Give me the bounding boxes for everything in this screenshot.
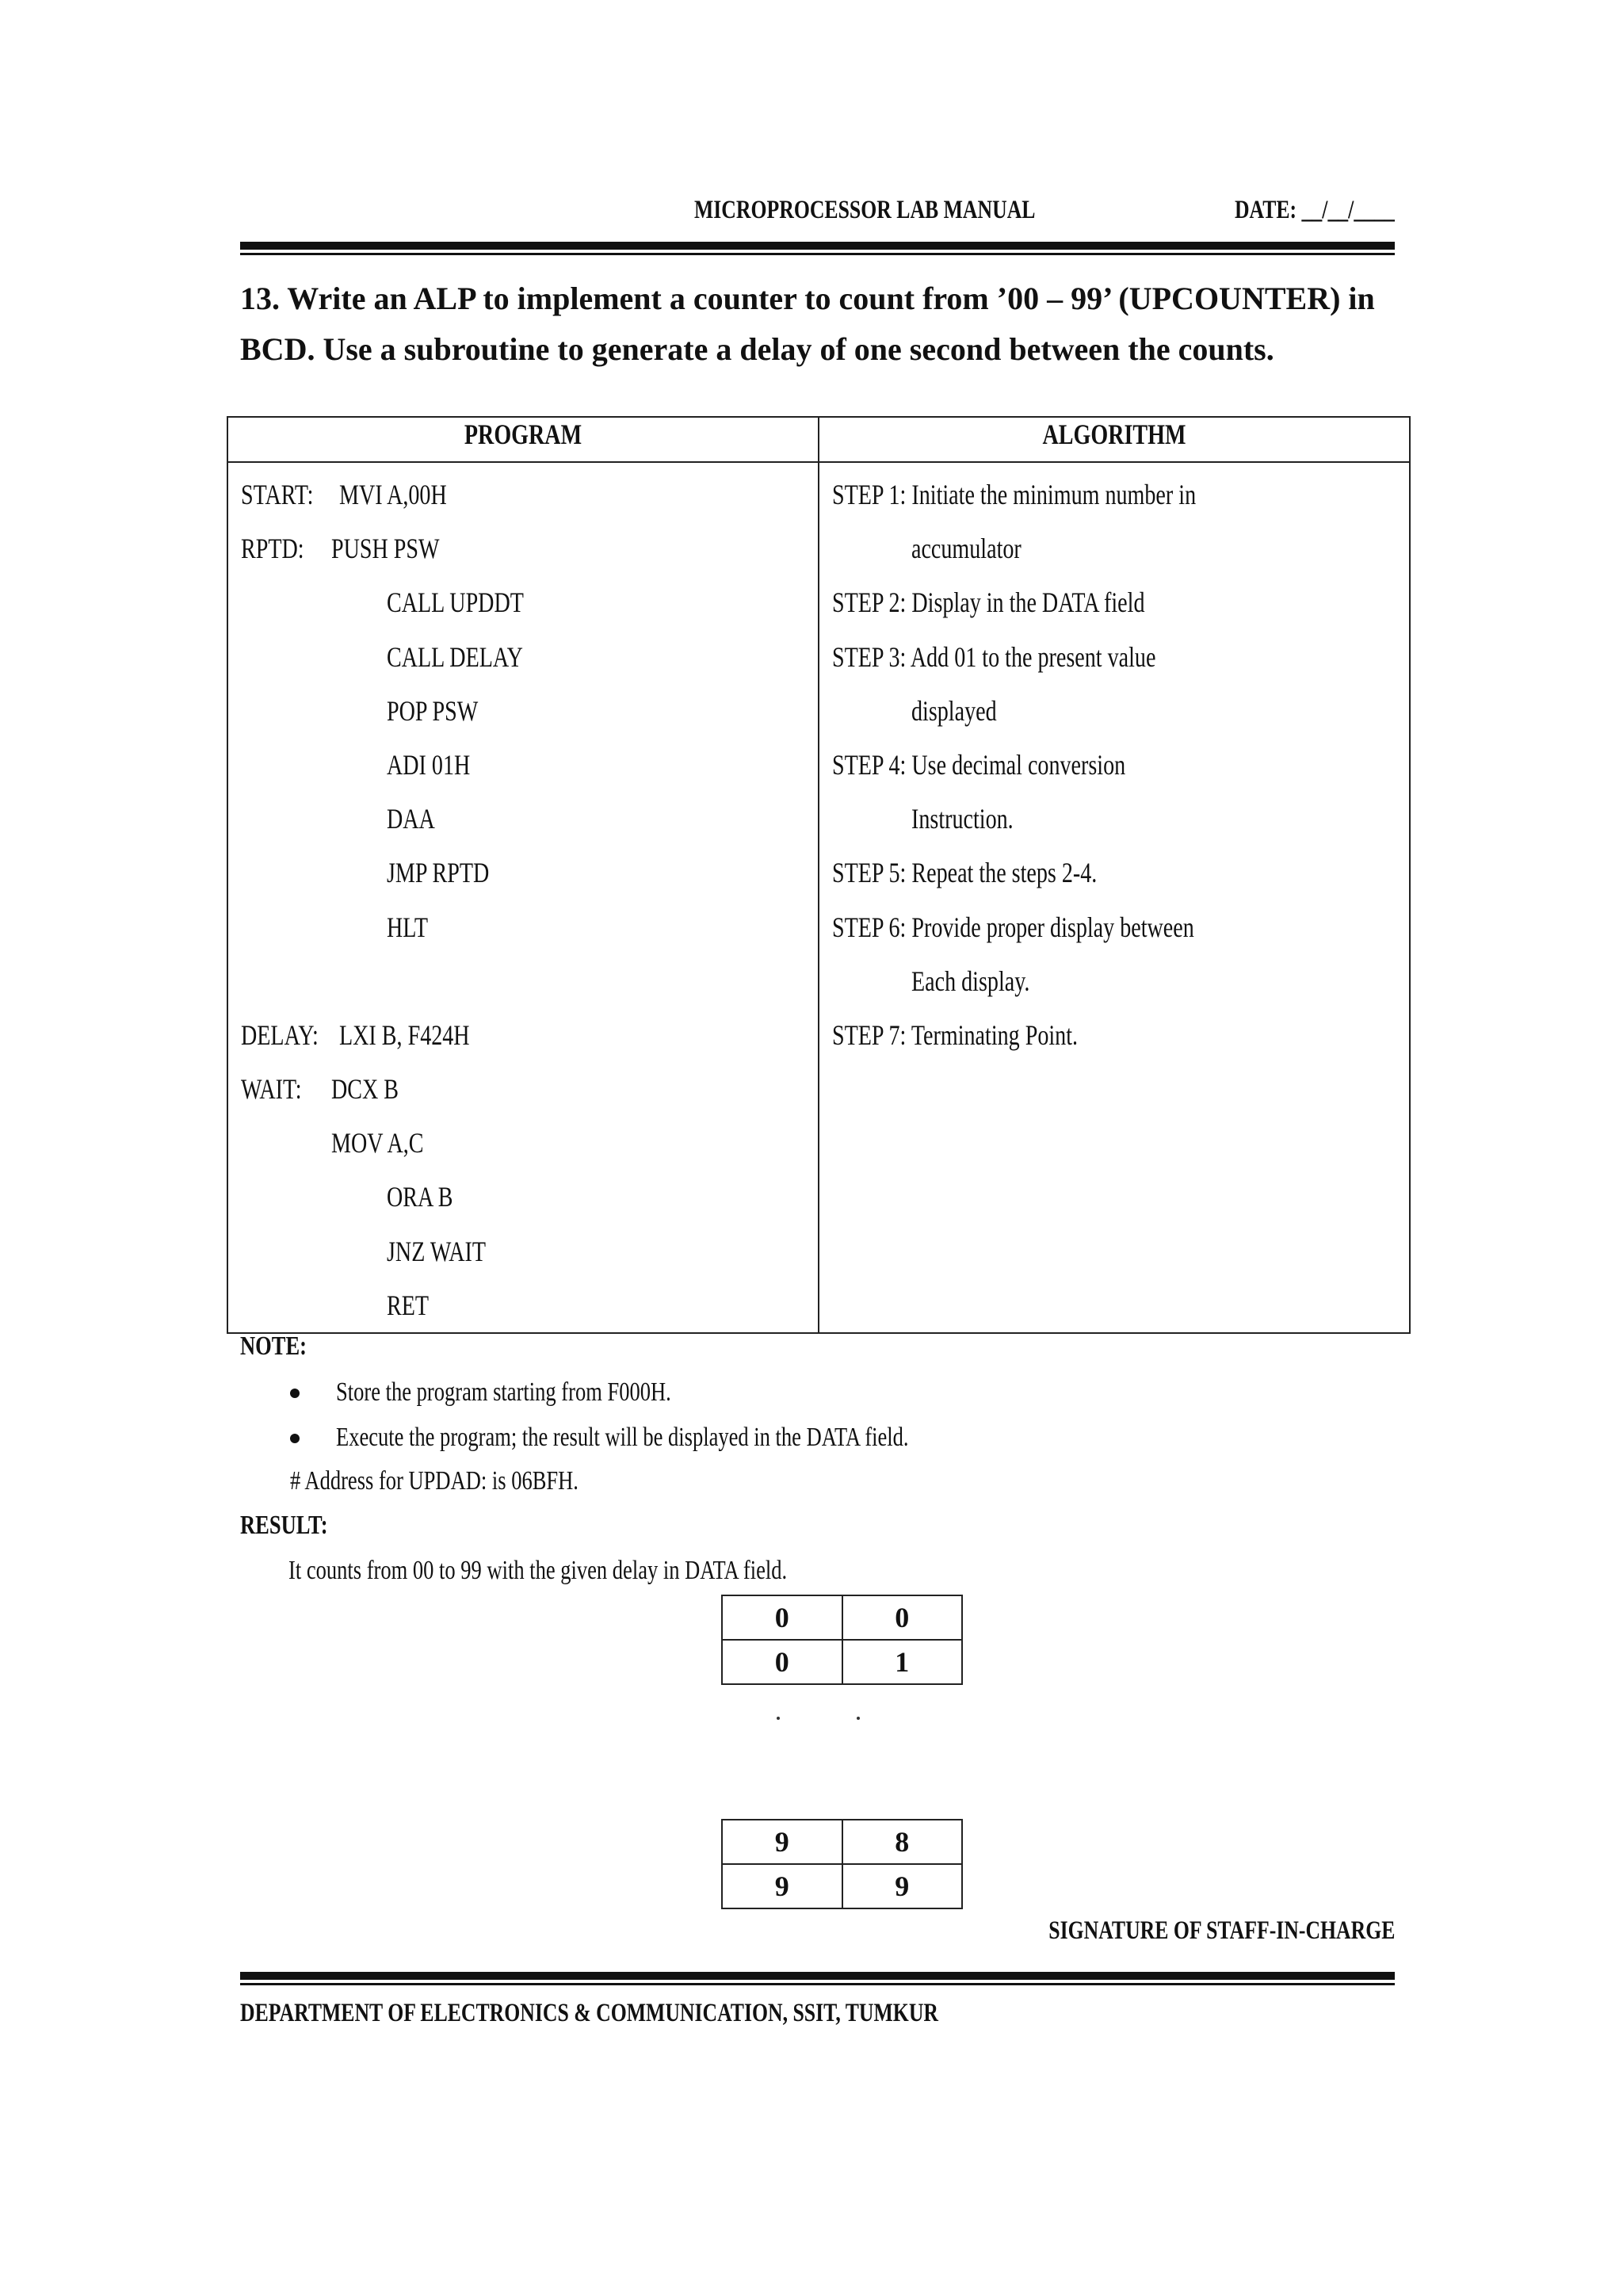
program-label: START:	[241, 479, 314, 510]
algorithm-step-text: STEP 4: Use decimal conversion	[832, 748, 1126, 781]
program-label: RPTD:	[241, 533, 304, 565]
program-label: DELAY:	[241, 1018, 319, 1051]
program-algorithm-table	[227, 416, 1411, 1334]
program-instruction: ADI 01H	[387, 748, 471, 781]
algorithm-step-text: Instruction.	[911, 803, 1014, 835]
program-instruction: HLT	[387, 911, 429, 943]
program-line	[228, 1278, 818, 1332]
lab-manual-page: MICROPROCESSOR LAB MANUAL DATE: __/__/____ 13. Write an ALP to implement a counter to count from ’00 – 99’ (UPCOUNTER) in BCD. Use a subroutine to generate a delay of one second between the counts. PROGRAM ALGORITHM START: MVI A,00H RPTD: PUSH PSW CALL UPDDT CALL DELAY POP PSW ADI 01H DAA JMP RPTD HLT DELAY: LXI B, F424H WAIT: DCX B MOV A,C ORA B JNZ WAIT RET STEP 1: Initiate the minimum number in accumulator STEP 2: Display in the DATA field STEP 3: Add 01 to the present value displayed STEP 4: Use decimal conversion Instruction. STEP 5: Repeat the steps 2-4. STEP 6: Provide proper display between Each display. STEP 7: Terminating Point. NOTE: Store the program starting from F000H. Execute the program; the result will be displayed in the DATA field. # Address for UPDAD: is 06BFH. RESULT: It counts from 00 to 99 with the given delay in DATA field. 0 0 0 1 9 8 9 9 SIGNATURE OF STAFF-IN-CHARGE DEPARTMENT OF ELECTRONICS & COMMUNICATION, SSIT, TUMKUR	[0, 0, 1623, 2296]
program-line	[228, 792, 818, 846]
program-line	[228, 738, 818, 792]
footer-rule	[240, 1972, 1395, 1985]
program-line	[228, 575, 818, 629]
program-instruction: CALL UPDDT	[387, 586, 524, 619]
display-table-end	[721, 1819, 963, 1909]
bullet-dot	[290, 1389, 300, 1398]
program-header: PROGRAM	[227, 417, 819, 462]
program-line	[228, 846, 818, 900]
header-date: DATE: __/__/____	[1235, 196, 1395, 224]
program-line	[228, 468, 818, 521]
address-note: # Address for UPDAD: is 06BFH.	[290, 1466, 579, 1496]
algorithm-step	[819, 684, 1409, 738]
algorithm-header: ALGORITHM	[819, 417, 1410, 462]
algorithm-step	[819, 738, 1409, 792]
algorithm-step-text: STEP 6: Provide proper display between	[832, 911, 1194, 943]
program-line	[228, 954, 818, 1008]
header-title: MICROPROCESSOR LAB MANUAL	[694, 196, 1036, 224]
program-line	[228, 1062, 818, 1116]
department-footer: DEPARTMENT OF ELECTRONICS & COMMUNICATION, SSIT, TUMKUR	[240, 1999, 939, 2027]
display-digit: 0	[722, 1595, 842, 1640]
note-heading: NOTE:	[240, 1331, 307, 1361]
algorithm-step-text: STEP 7: Terminating Point.	[832, 1018, 1079, 1051]
program-line	[228, 684, 818, 738]
algorithm-step-text: Each display.	[911, 965, 1030, 997]
program-instruction: MOV A,C	[331, 1127, 424, 1159]
display-row	[722, 1640, 962, 1684]
algorithm-step	[819, 575, 1409, 629]
display-digit: 8	[842, 1820, 963, 1864]
program-line	[228, 1008, 818, 1062]
question-text: 13. Write an ALP to implement a counter to count from ’00 – 99’ (UPCOUNTER) in BCD. Use a subroutine to generate a delay of one second between the counts.	[240, 281, 1375, 367]
algorithm-step	[819, 846, 1409, 900]
algorithm-step-text: accumulator	[911, 533, 1022, 565]
algorithm-step-text: displayed	[911, 694, 997, 727]
program-instruction: DAA	[387, 803, 435, 835]
program-instruction: PUSH PSW	[331, 533, 440, 565]
ellipsis-dot	[857, 1717, 860, 1720]
program-instruction: POP PSW	[387, 694, 479, 727]
header-rule	[240, 242, 1395, 255]
algorithm-step	[819, 1008, 1409, 1062]
algorithm-lines	[819, 468, 1409, 1062]
algorithm-step	[819, 792, 1409, 846]
program-label: WAIT:	[241, 1073, 302, 1106]
display-table-start	[721, 1595, 963, 1685]
program-instruction: ORA B	[387, 1181, 453, 1213]
display-digit: 0	[722, 1640, 842, 1684]
display-digit: 9	[842, 1864, 963, 1908]
program-line	[228, 1224, 818, 1278]
display-row	[722, 1595, 962, 1640]
algorithm-cell	[819, 462, 1410, 1333]
algorithm-step	[819, 468, 1409, 521]
display-digit: 9	[722, 1864, 842, 1908]
result-heading: RESULT:	[240, 1511, 328, 1540]
program-line	[228, 1170, 818, 1224]
program-instruction: DCX B	[331, 1073, 399, 1106]
program-line	[228, 630, 818, 684]
program-line	[228, 900, 818, 954]
display-row	[722, 1820, 962, 1864]
display-digit: 1	[842, 1640, 963, 1684]
algorithm-step	[819, 630, 1409, 684]
display-row	[722, 1864, 962, 1908]
program-line	[228, 1116, 818, 1170]
program-line	[228, 521, 818, 575]
bullet-dot	[290, 1434, 300, 1443]
algorithm-step	[819, 900, 1409, 954]
display-digit: 0	[842, 1595, 963, 1640]
program-instruction: JMP RPTD	[387, 857, 490, 889]
algorithm-step-text: STEP 3: Add 01 to the present value	[832, 640, 1156, 673]
ellipsis-dot	[777, 1717, 780, 1720]
algorithm-step	[819, 954, 1409, 1008]
algorithm-step-text: STEP 5: Repeat the steps 2-4.	[832, 857, 1098, 889]
algorithm-step-text: STEP 2: Display in the DATA field	[832, 586, 1145, 619]
algorithm-step-text: STEP 1: Initiate the minimum number in	[832, 479, 1197, 510]
program-instruction: JNZ WAIT	[387, 1235, 487, 1267]
algorithm-step	[819, 521, 1409, 575]
staff-signature: SIGNATURE OF STAFF-IN-CHARGE	[1048, 1916, 1395, 1945]
program-lines	[228, 468, 818, 1332]
program-instruction: CALL DELAY	[387, 640, 523, 673]
program-instruction: MVI A,00H	[339, 479, 447, 510]
display-digit: 9	[722, 1820, 842, 1864]
program-instruction: RET	[387, 1289, 430, 1321]
program-cell	[227, 462, 819, 1333]
program-instruction: LXI B, F424H	[339, 1018, 470, 1051]
result-text: It counts from 00 to 99 with the given delay in DATA field.	[288, 1556, 788, 1585]
